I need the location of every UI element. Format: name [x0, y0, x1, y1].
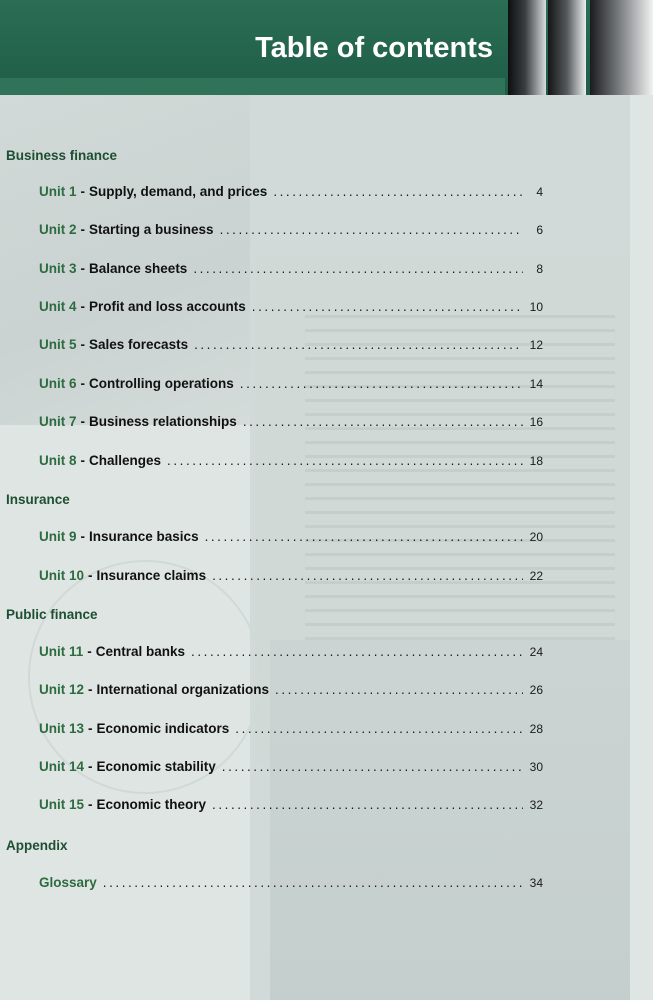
separator: - — [80, 376, 86, 391]
separator: - — [80, 453, 86, 468]
glossary-title: Glossary — [39, 875, 97, 890]
toc-entry-unit-2[interactable] — [39, 222, 543, 242]
page-number: 8 — [536, 262, 543, 276]
unit-title: Sales forecasts — [89, 337, 189, 352]
unit-title: Supply, demand, and prices — [89, 184, 268, 199]
separator: - — [88, 568, 93, 583]
unit-title: Insurance claims — [96, 568, 207, 583]
unit-number: Unit 4 — [39, 299, 77, 314]
unit-number: Unit 8 — [39, 453, 77, 468]
unit-number: Unit 15 — [39, 797, 85, 812]
unit-title: International organizations — [96, 682, 270, 697]
separator: - — [87, 644, 92, 659]
toc-entry-glossary[interactable] — [39, 875, 543, 895]
page-number: 16 — [529, 415, 543, 429]
unit-title: Balance sheets — [89, 261, 188, 276]
toc-entry-unit-3[interactable] — [39, 261, 543, 281]
unit-number: Unit 5 — [39, 337, 77, 352]
page-number: 20 — [529, 530, 543, 544]
toc-entry-unit-4[interactable] — [39, 299, 543, 319]
dot-leader — [222, 759, 523, 774]
separator: - — [80, 337, 86, 352]
separator: - — [80, 222, 86, 237]
dot-leader — [205, 529, 523, 544]
dot-leader — [103, 875, 523, 890]
toc-entry-unit-7[interactable] — [39, 414, 543, 434]
toc-entry-unit-8[interactable] — [39, 453, 543, 473]
separator: - — [80, 299, 86, 314]
unit-number: Unit 12 — [39, 682, 85, 697]
page-number: 14 — [529, 377, 543, 391]
separator: - — [80, 184, 86, 199]
dot-leader — [235, 721, 523, 736]
unit-title: Insurance basics — [89, 529, 199, 544]
page-number: 6 — [536, 223, 543, 237]
separator: - — [88, 682, 93, 697]
separator: - — [88, 797, 93, 812]
page-number: 32 — [529, 798, 543, 812]
unit-title: Business relationships — [89, 414, 237, 429]
toc-entry-unit-14[interactable] — [39, 759, 543, 779]
section-heading-appendix: Appendix — [6, 838, 68, 853]
unit-title: Economic indicators — [96, 721, 230, 736]
dot-leader — [194, 337, 523, 352]
unit-number: Unit 14 — [39, 759, 85, 774]
dot-leader — [212, 797, 523, 812]
unit-title: Controlling operations — [89, 376, 234, 391]
unit-number: Unit 6 — [39, 376, 77, 391]
unit-number: Unit 3 — [39, 261, 77, 276]
unit-title: Economic theory — [96, 797, 207, 812]
page-number: 24 — [529, 645, 543, 659]
unit-number: Unit 11 — [39, 644, 84, 659]
unit-title: Economic stability — [96, 759, 216, 774]
unit-number: Unit 10 — [39, 568, 85, 583]
page-number: 30 — [529, 760, 543, 774]
unit-title: Central banks — [95, 644, 186, 659]
toc-entry-unit-13[interactable] — [39, 721, 543, 741]
unit-title: Starting a business — [89, 222, 214, 237]
page-number: 12 — [529, 338, 543, 352]
toc-entry-unit-12[interactable] — [39, 682, 543, 702]
unit-title: Challenges — [89, 453, 162, 468]
page-number: 18 — [529, 454, 543, 468]
dot-leader — [167, 453, 523, 468]
dot-leader — [212, 568, 523, 583]
toc-entry-unit-5[interactable] — [39, 337, 543, 357]
unit-number: Unit 9 — [39, 529, 77, 544]
page-number: 22 — [529, 569, 543, 583]
dot-leader — [220, 222, 523, 237]
separator: - — [88, 759, 93, 774]
dot-leader — [193, 261, 523, 276]
toc-entry-unit-9[interactable] — [39, 529, 543, 549]
separator: - — [80, 261, 86, 276]
dot-leader — [240, 376, 523, 391]
page-number: 34 — [529, 876, 543, 890]
toc-entry-unit-6[interactable] — [39, 376, 543, 396]
toc-entry-unit-10[interactable] — [39, 568, 543, 588]
page-number: 4 — [536, 185, 543, 199]
separator: - — [88, 721, 93, 736]
dot-leader — [252, 299, 523, 314]
toc-entry-unit-15[interactable] — [39, 797, 543, 817]
dot-leader — [275, 682, 523, 697]
page-number: 26 — [529, 683, 543, 697]
unit-number: Unit 2 — [39, 222, 77, 237]
dot-leader — [243, 414, 523, 429]
toc-entry-unit-1[interactable] — [39, 184, 543, 204]
page-number: 10 — [529, 300, 543, 314]
unit-title: Profit and loss accounts — [89, 299, 246, 314]
dot-leader — [273, 184, 523, 199]
section-heading-insurance: Insurance — [6, 492, 70, 507]
separator: - — [80, 529, 86, 544]
unit-number: Unit 1 — [39, 184, 77, 199]
unit-number: Unit 13 — [39, 721, 85, 736]
toc-entry-unit-11[interactable] — [39, 644, 543, 664]
page-number: 28 — [529, 722, 543, 736]
section-heading-public-finance: Public finance — [6, 607, 98, 622]
dot-leader — [191, 644, 523, 659]
separator: - — [80, 414, 86, 429]
page-title: Table of contents — [255, 32, 493, 64]
section-heading-business-finance: Business finance — [6, 148, 118, 163]
unit-number: Unit 7 — [39, 414, 77, 429]
